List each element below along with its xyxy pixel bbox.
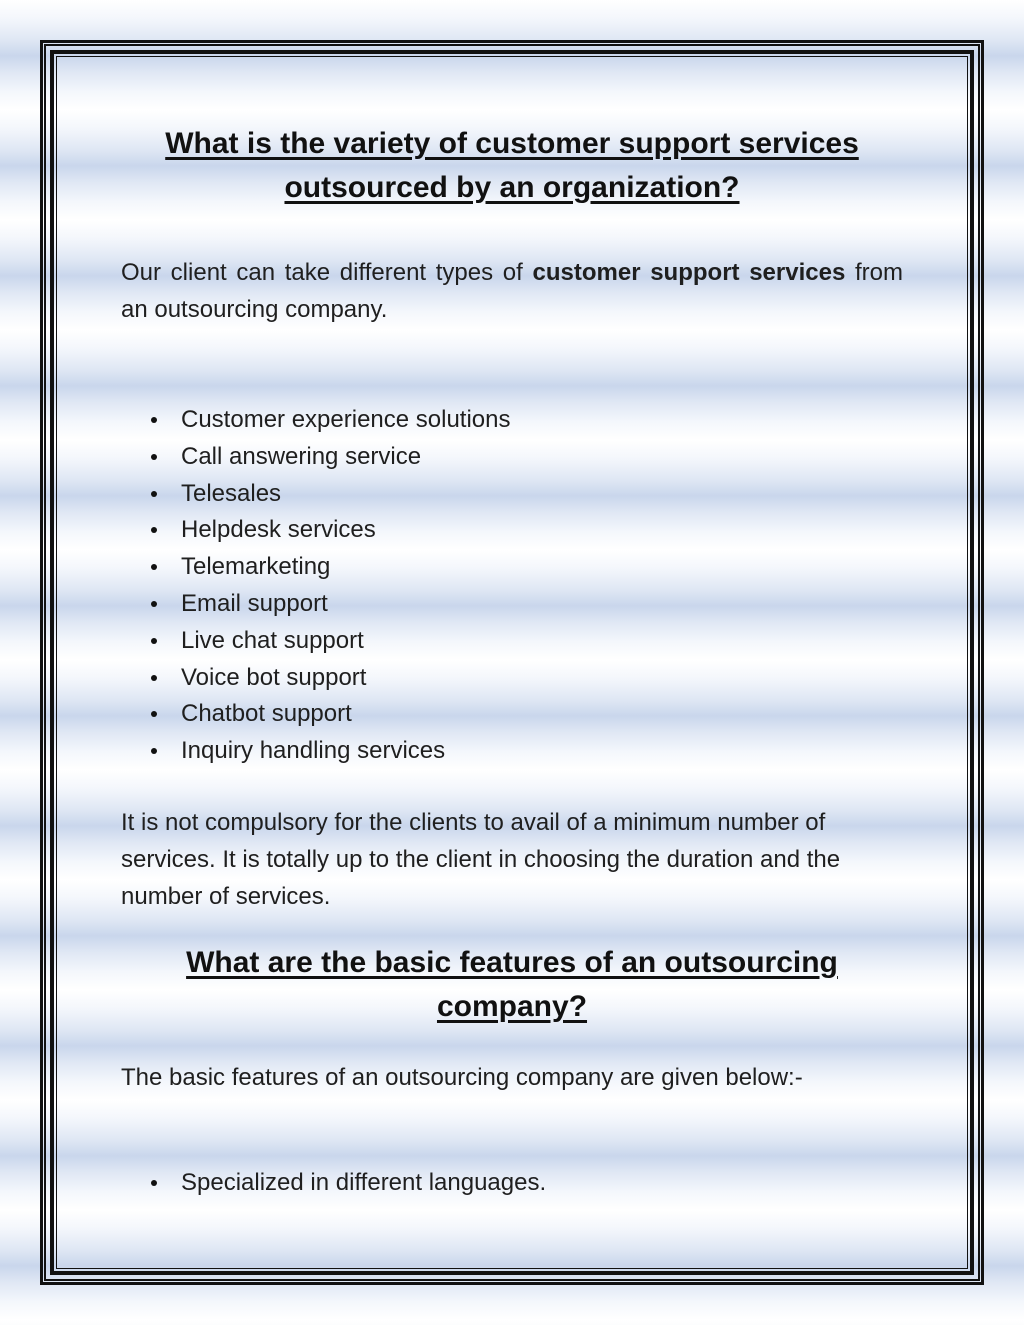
section1-intro-rest: from an outsourcing company. bbox=[121, 259, 903, 323]
features-list bbox=[121, 1165, 903, 1202]
list-item-label: Chatbot support bbox=[181, 700, 352, 728]
list-item bbox=[121, 512, 903, 549]
section1-heading: What is the variety of customer support services outsourced by an organization? bbox=[165, 127, 859, 204]
list-item-label: Specialized in different languages. bbox=[181, 1168, 547, 1196]
list-item bbox=[121, 623, 903, 660]
list-item-label: Customer experience solutions bbox=[181, 406, 511, 433]
list-item bbox=[121, 660, 903, 697]
bullet-icon bbox=[151, 564, 157, 570]
bullet-icon bbox=[151, 454, 157, 460]
section1-intro-text: Our client can take different types of bbox=[121, 259, 533, 286]
bullet-icon bbox=[151, 417, 157, 423]
list-item-label: Inquiry handling services bbox=[181, 737, 446, 765]
list-item bbox=[121, 402, 903, 439]
bullet-icon bbox=[151, 638, 157, 644]
section1-closing: It is not compulsory for the clients to avail of a minimum number of services. It is totally up to the client in choosing the duration and the number of services. bbox=[121, 808, 841, 910]
list-item bbox=[121, 549, 903, 586]
bullet-icon bbox=[151, 601, 157, 607]
list-item-label: Helpdesk services bbox=[181, 516, 376, 544]
list-item-label: Voice bot support bbox=[181, 663, 367, 691]
list-item bbox=[121, 476, 903, 513]
list-item bbox=[121, 439, 903, 476]
section1-intro bbox=[121, 254, 903, 328]
bullet-icon bbox=[151, 527, 157, 533]
bullet-icon bbox=[151, 711, 157, 717]
document-content bbox=[121, 122, 903, 1202]
section2-intro: The basic features of an outsourcing company are given below:- bbox=[121, 1063, 803, 1091]
services-list bbox=[121, 402, 903, 770]
list-item-label: Call answering service bbox=[181, 442, 422, 470]
list-item bbox=[121, 696, 903, 733]
list-item-label: Email support bbox=[181, 589, 328, 617]
section1-intro-bold: customer support services bbox=[532, 259, 846, 286]
list-item-label: Telesales bbox=[181, 479, 282, 507]
list-item-label: Telemarketing bbox=[181, 553, 331, 581]
list-item bbox=[121, 586, 903, 623]
bullet-icon bbox=[151, 675, 157, 681]
list-item bbox=[121, 1165, 903, 1202]
section2-heading: What are the basic features of an outsourcing company? bbox=[186, 945, 838, 1023]
list-item bbox=[121, 733, 903, 770]
bullet-icon bbox=[151, 491, 157, 497]
bullet-icon bbox=[151, 1180, 157, 1186]
bullet-icon bbox=[151, 748, 157, 754]
list-item-label: Live chat support bbox=[181, 626, 364, 654]
